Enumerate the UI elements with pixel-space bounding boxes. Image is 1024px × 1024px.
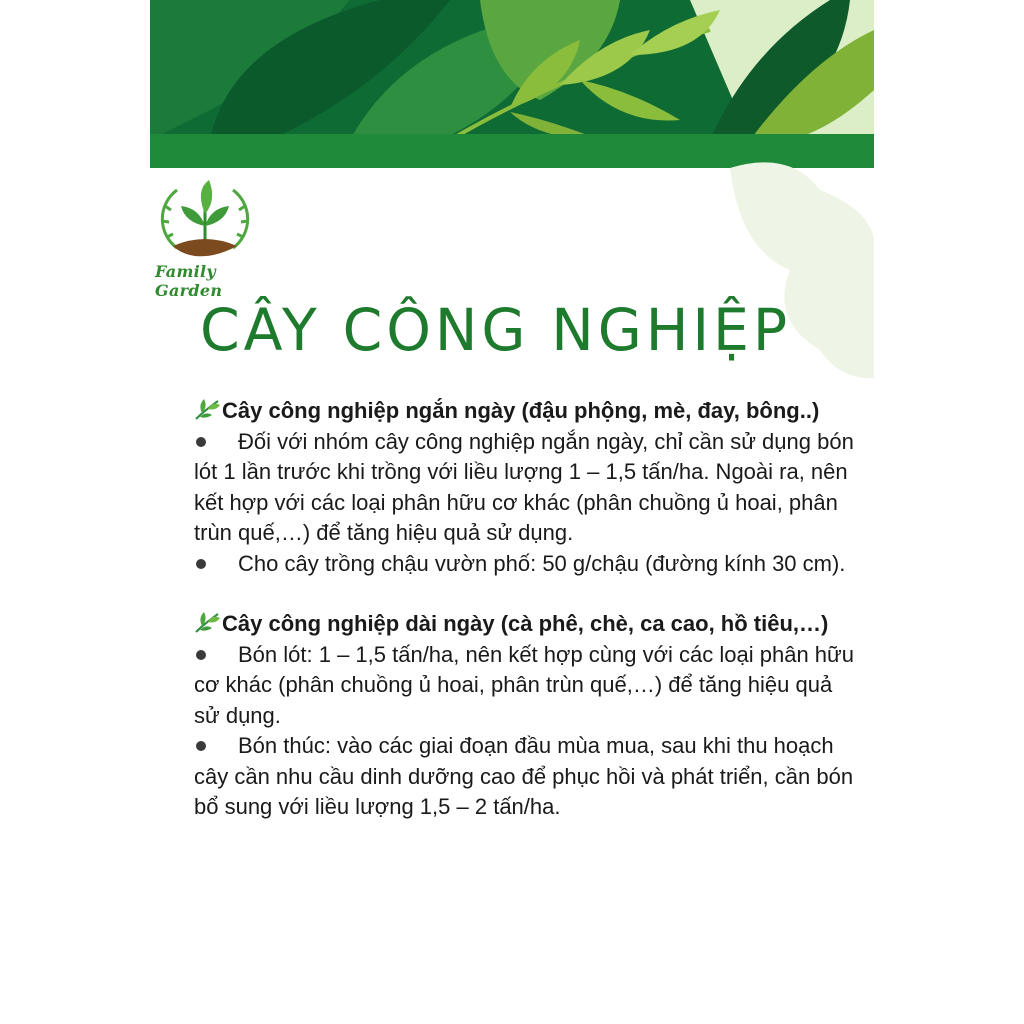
flyer-page [150,0,874,1024]
bullet-dot-icon [196,559,206,569]
logo-emblem-icon [155,170,255,270]
section-spacer [194,579,862,609]
herb-leaf-icon [194,397,222,421]
page-title: CÂY CÔNG NGHIỆP [200,296,792,364]
list-item: Đối với nhóm cây công nghiệp ngắn ngày, chỉ cần sử dụng bón lót 1 lần trước khi trồng với liều lượng 1 – 1,5 tấn/ha. Ngoài ra, nên kết hợp với các loại phân hữu cơ khác (phân chuồng ủ hoai, phân trùn quế,…) để tăng hiệu quả sử dụng. [194,428,854,545]
list-item: Cho cây trồng chậu vườn phố: 50 g/chậu (đường kính 30 cm). [194,549,862,580]
leaf-banner-illustration [150,0,874,168]
section-long-term [194,609,862,823]
herb-leaf-icon [194,610,222,634]
bullet-dot-icon [196,437,206,447]
content-body [194,396,862,823]
bullet-dot-icon [196,650,206,660]
list-item: Bón lót: 1 – 1,5 tấn/ha, nên kết hợp cùng với các loại phân hữu cơ khác (phân chuồng ủ hoai, phân trùn quế,…) để tăng hiệu quả sử dụng. [194,641,854,728]
leaf-banner [150,0,874,168]
list-item: Bón thúc: vào các giai đoạn đầu mùa mua, sau khi thu hoạch cây cần nhu cầu dinh dưỡng cao để phục hồi và phát triển, cần bón bổ sung với liều lượng 1,5 – 2 tấn/ha. [194,733,854,819]
section-short-term [194,396,862,579]
bullet-dot-icon [196,741,206,751]
section-heading: Cây công nghiệp dài ngày (cà phê, chè, ca cao, hồ tiêu,…) [194,609,862,640]
section-heading: Cây công nghiệp ngắn ngày (đậu phộng, mè, đay, bông..) [194,396,862,427]
brand-name: Family Garden [155,262,223,300]
